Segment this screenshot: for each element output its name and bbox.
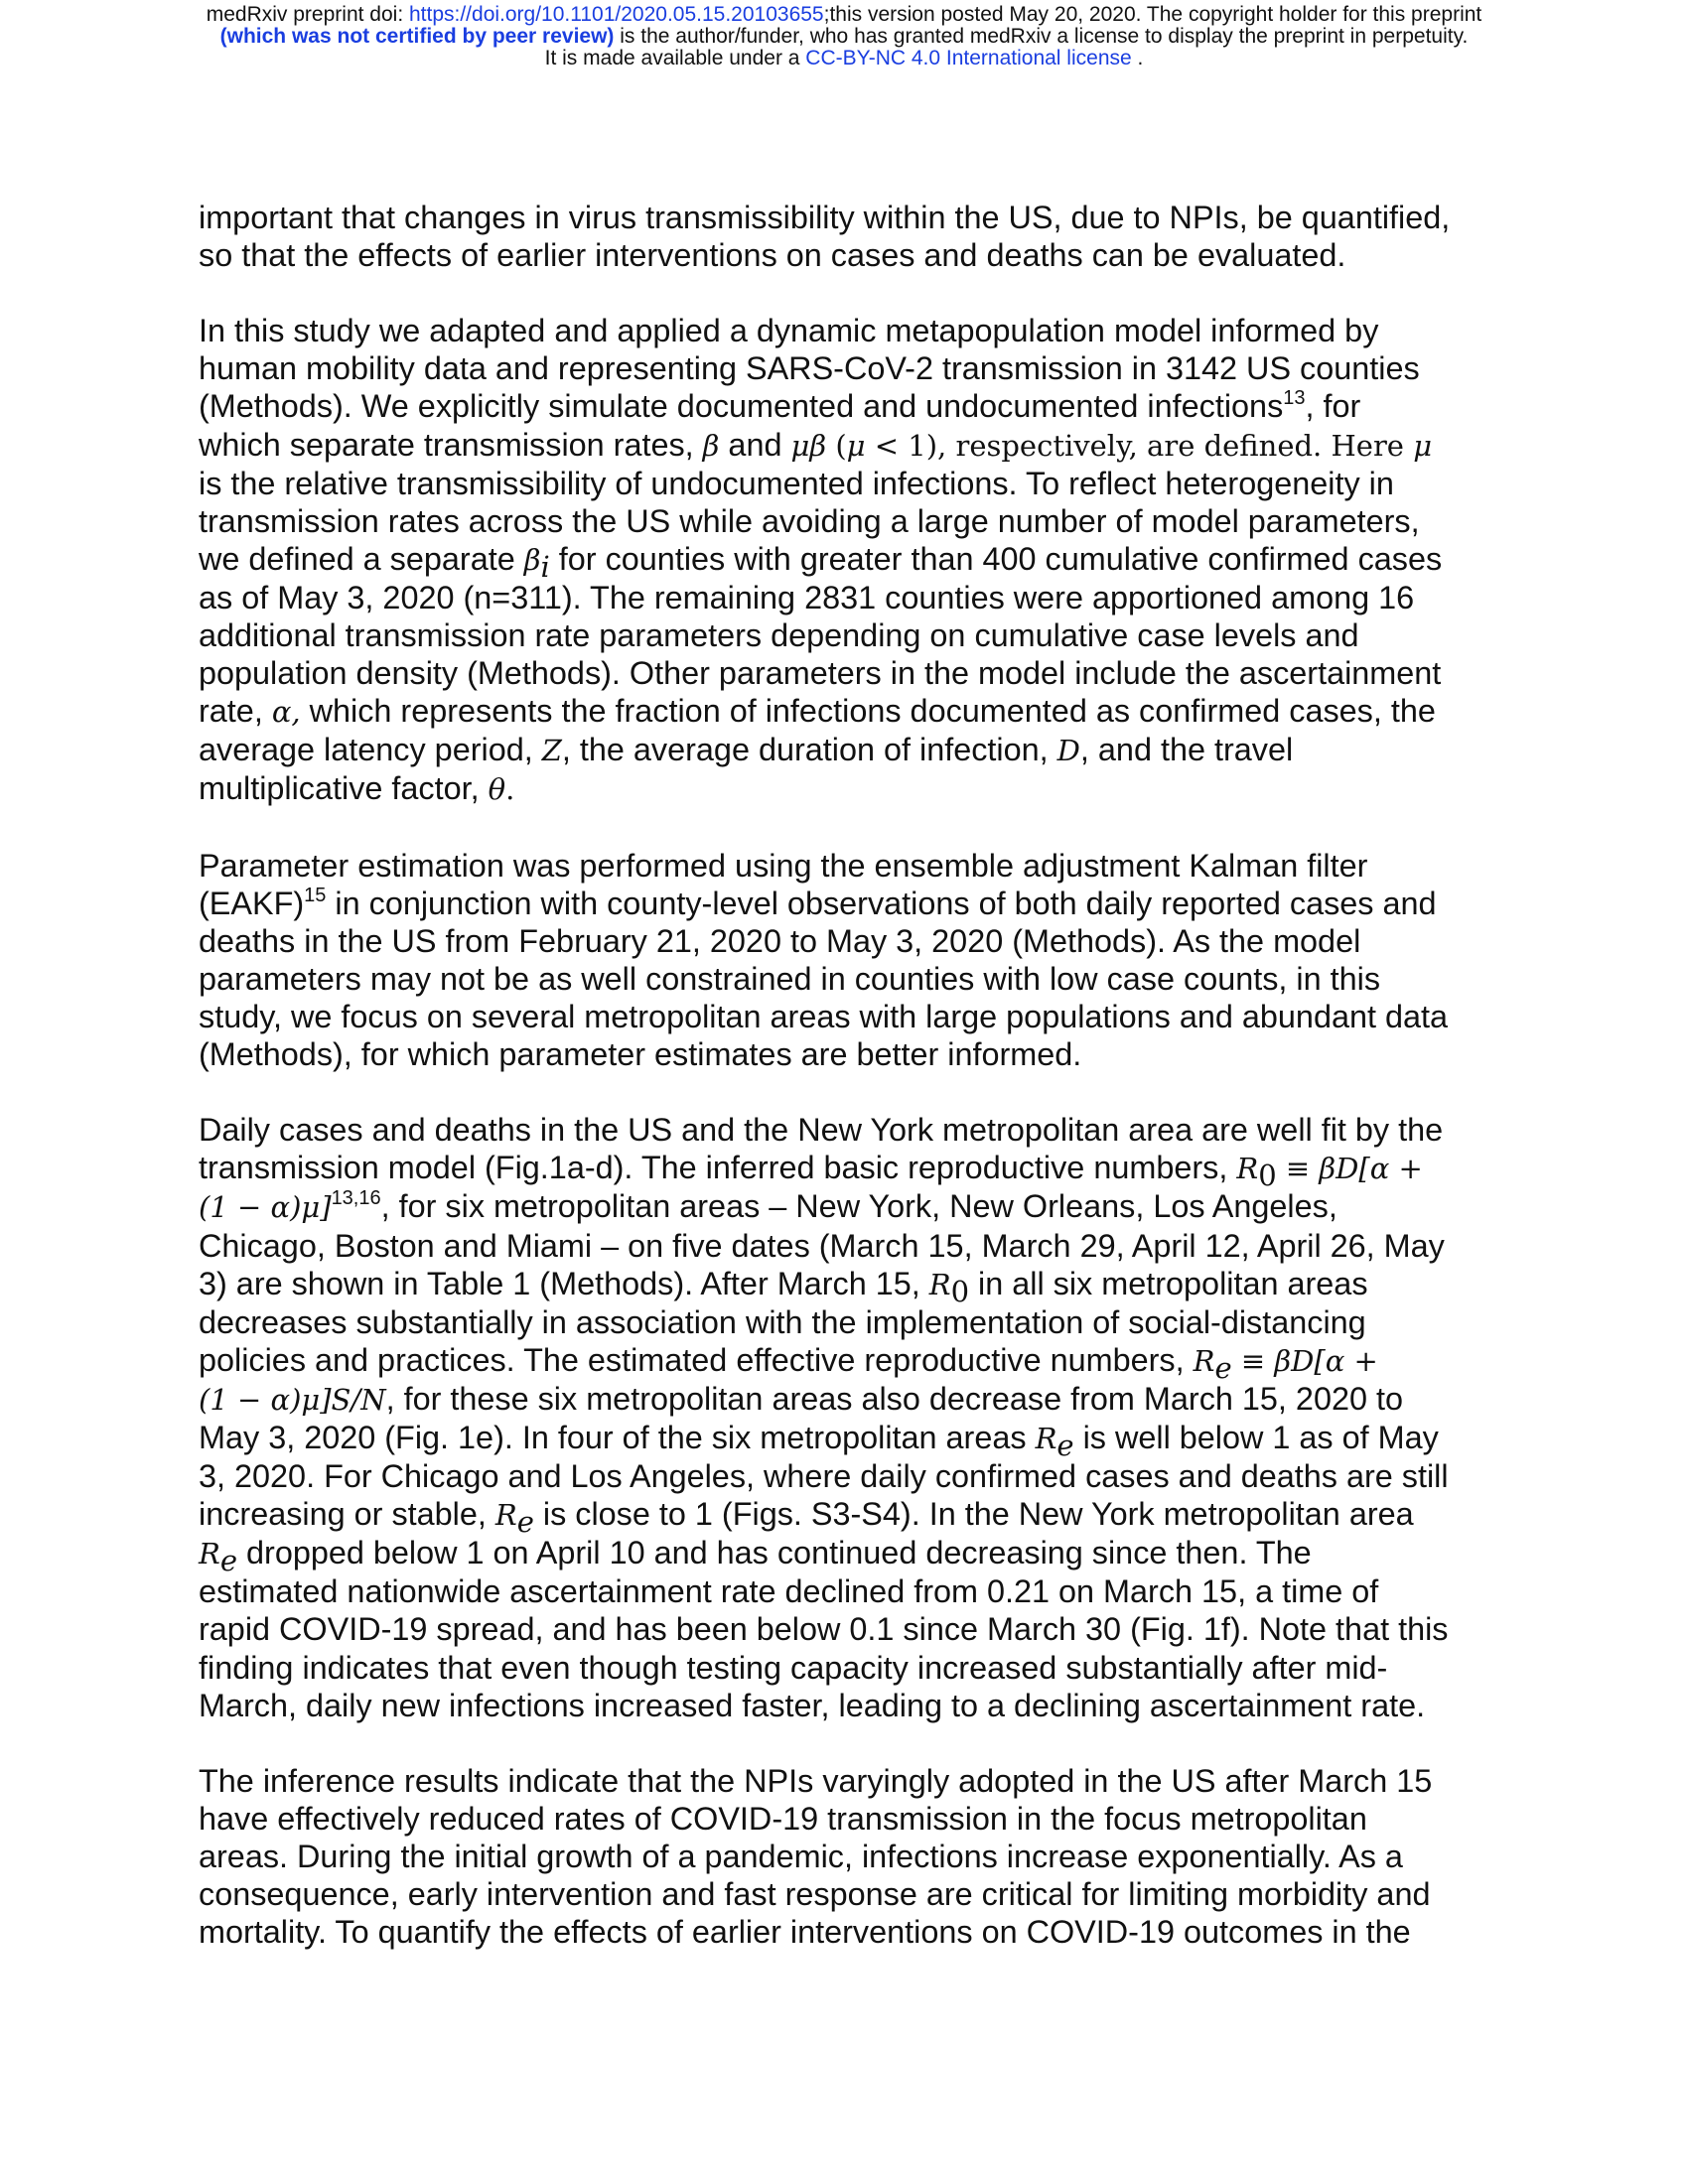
text-line: mortality. To quantify the effects of earlier interventions on COVID-19 outcomes in the (199, 1914, 1411, 1951)
header-period: . (1131, 47, 1144, 69)
math-symbol: θ (488, 772, 506, 807)
text-segment: , for six metropolitan areas – New York, New Orleans, Los Angeles, (380, 1188, 1337, 1225)
body-text (199, 199, 1489, 1988)
math-symbol: μ (1413, 428, 1433, 463)
text-segment: and (719, 426, 791, 463)
paragraph-2 (199, 312, 1489, 808)
header-version-text: ;this version posted May 20, 2020. The copyright holder for this preprint (823, 3, 1482, 26)
text-segment: (Methods). We explicitly simulate documented and undocumented infections (199, 388, 1284, 425)
text-line: have effectively reduced rates of COVID-19 transmission in the focus metropolitan (199, 1800, 1367, 1837)
text-line: Parameter estimation was performed using the ensemble adjustment Kalman filter (199, 847, 1368, 884)
header-license-grant-text: is the author/funder, who has granted medRxiv a license to display the preprint in perpetuity. (614, 25, 1469, 48)
text-segment: (EAKF) (199, 885, 305, 921)
text-segment: we defined a separate (199, 540, 524, 577)
text-segment: average latency period, (199, 732, 542, 768)
text-line (199, 731, 1489, 769)
paragraph-5 (199, 1762, 1489, 1951)
math-subscript: e (219, 1544, 238, 1578)
text-line (199, 426, 1489, 465)
text-segment: is well below 1 as of May (1073, 1420, 1439, 1455)
text-line: important that changes in virus transmissibility within the US, due to NPIs, be quantified, (199, 200, 1451, 235)
math-expression: (1 − α)μ] (199, 1190, 332, 1225)
math-expression: (1 − α)μ]S/N (199, 1382, 386, 1417)
text-line: parameters may not be as well constrained in counties with low case counts, in this (199, 960, 1381, 997)
text-line: finding indicates that even though testing capacity increased substantially after mid- (199, 1649, 1388, 1686)
header-line-2 (0, 26, 1688, 48)
math-symbol: α, (271, 695, 301, 730)
text-segment: ( (826, 428, 847, 463)
header-line-1 (0, 4, 1688, 26)
text-line (199, 1495, 1489, 1540)
text-line (199, 387, 1489, 425)
text-line: areas. During the initial growth of a pandemic, infections increase exponentially. As a (199, 1839, 1403, 1875)
header-availability-text: It is made available under a (544, 47, 806, 69)
math-symbol: β (702, 428, 720, 463)
math-symbol: R (928, 1267, 951, 1301)
text-segment: rate, (199, 693, 272, 730)
math-symbol: R (199, 1537, 220, 1571)
math-subscript: 0 (950, 1274, 970, 1308)
text-line (199, 692, 1489, 731)
text-segment: multiplicative factor, (199, 770, 489, 807)
text-segment: 3) are shown in Table 1 (Methods). After March 15, (199, 1265, 929, 1301)
text-segment: increasing or stable, (199, 1496, 495, 1533)
text-line: is the relative transmissibility of undocumented infections. To reflect heterogeneity in (199, 465, 1394, 501)
license-link[interactable]: CC-BY-NC 4.0 International license (805, 47, 1132, 69)
text-segment: , for these six metropolitan areas also decrease from March 15, 2020 to (385, 1380, 1403, 1417)
text-line: estimated nationwide ascertainment rate declined from 0.21 on March 15, a time of (199, 1573, 1379, 1610)
text-line (199, 1149, 1489, 1193)
text-line: consequence, early intervention and fast response are critical for limiting morbidity and (199, 1876, 1431, 1913)
math-symbol: R (1035, 1422, 1057, 1455)
text-line (199, 1265, 1489, 1308)
text-line (199, 885, 1489, 922)
text-segment: in conjunction with county-level observations of both daily reported cases and (326, 885, 1437, 921)
citation: 15 (304, 884, 327, 906)
text-segment: , the average duration of infection, (561, 732, 1057, 768)
text-segment: May 3, 2020 (Fig. 1e). In four of the six metropolitan areas (199, 1420, 1036, 1455)
text-segment: , and the travel (1079, 732, 1294, 768)
text-line: 3, 2020. For Chicago and Los Angeles, where daily confirmed cases and deaths are still (199, 1458, 1449, 1495)
text-segment: transmission model (Fig.1a-d). The inferred basic reproductive numbers, (199, 1150, 1237, 1186)
math-expression: ≡ βD[α + (1231, 1343, 1378, 1378)
text-segment: < 1), respectively, are defined. Here (865, 428, 1414, 463)
text-line: population density (Methods). Other parameters in the model include the ascertainment (199, 655, 1442, 692)
text-segment: which represents the fraction of infections documented as confirmed cases, the (300, 693, 1436, 730)
math-symbol: D (1056, 734, 1080, 768)
math-expression: ≡ βD[α + (1276, 1152, 1423, 1186)
text-line (199, 1380, 1489, 1419)
paragraph-3 (199, 847, 1489, 1074)
citation: 13 (1283, 387, 1306, 410)
text-segment: , for (1305, 388, 1361, 425)
text-segment: . (505, 772, 515, 807)
text-line: study, we focus on several metropolitan areas with large populations and abundant data (199, 998, 1449, 1034)
citation: 13,16 (331, 1187, 381, 1210)
text-line: (Methods), for which parameter estimates are better informed. (199, 1036, 1082, 1073)
text-line: human mobility data and representing SARS-CoV-2 transmission in 3142 US counties (199, 350, 1420, 387)
text-line (199, 1419, 1489, 1462)
text-line: In this study we adapted and applied a dynamic metapopulation model informed by (199, 313, 1379, 349)
text-line: March, daily new infections increased faster, leading to a declining ascertainment rate. (199, 1687, 1426, 1723)
text-line: deaths in the US from February 21, 2020 to May 3, 2020 (Methods). As the model (199, 922, 1361, 959)
math-subscript: e (516, 1505, 534, 1540)
text-line (199, 1534, 1489, 1578)
text-segment: which separate transmission rates, (199, 426, 703, 463)
text-line: as of May 3, 2020 (n=311). The remaining 2831 counties were apportioned among 16 (199, 579, 1415, 615)
text-line: Daily cases and deaths in the US and the New York metropolitan area are well fit by the (199, 1112, 1444, 1149)
text-line (199, 1341, 1489, 1385)
paragraph-4 (199, 1111, 1489, 1724)
text-line: so that the effects of earlier interventions on cases and deaths can be evaluated. (199, 237, 1346, 274)
header-line-3 (0, 48, 1688, 69)
math-symbol: μ (846, 428, 866, 463)
text-line (199, 540, 1489, 584)
preprint-header (0, 4, 1688, 69)
math-symbol: R (1236, 1152, 1259, 1186)
math-subscript: e (1214, 1350, 1232, 1385)
math-subscript: e (1056, 1429, 1074, 1462)
doi-link[interactable]: https://doi.org/10.1101/2020.05.15.20103655 (408, 3, 824, 26)
text-segment: dropped below 1 on April 10 and has continued decreasing since then. The (237, 1535, 1312, 1571)
text-line: additional transmission rate parameters depending on cumulative case levels and (199, 617, 1359, 654)
text-segment: policies and practices. The estimated effective reproductive numbers, (199, 1341, 1194, 1378)
text-line (199, 1187, 1489, 1226)
math-subscript: i (540, 549, 550, 584)
header-doi-prefix: medRxiv preprint doi: (206, 3, 409, 26)
text-segment: is close to 1 (Figs. S3-S4). In the New York metropolitan area (533, 1496, 1414, 1533)
text-line: transmission rates across the US while avoiding a large number of model parameters, (199, 502, 1420, 539)
paragraph-1 (199, 199, 1489, 274)
text-line: Chicago, Boston and Miami – on five dates (March 15, March 29, April 12, April 26, May (199, 1227, 1445, 1264)
math-symbol: μβ (790, 428, 827, 463)
math-symbol: Z (541, 734, 562, 768)
text-segment: in all six metropolitan areas (969, 1265, 1368, 1301)
math-symbol: β (523, 542, 541, 577)
peer-review-notice: (which was not certified by peer review) (219, 25, 615, 48)
text-line: decreases substantially in association with the implementation of social-distancing (199, 1303, 1366, 1340)
math-symbol: R (494, 1498, 517, 1533)
text-segment: for counties with greater than 400 cumulative confirmed cases (549, 540, 1443, 577)
math-symbol: R (1193, 1343, 1215, 1378)
text-line: rapid COVID-19 spread, and has been below 0.1 since March 30 (Fig. 1f). Note that this (199, 1611, 1449, 1648)
text-line (199, 769, 1489, 808)
text-line: The inference results indicate that the NPIs varyingly adopted in the US after March 15 (199, 1762, 1433, 1799)
math-subscript: 0 (1258, 1159, 1277, 1193)
